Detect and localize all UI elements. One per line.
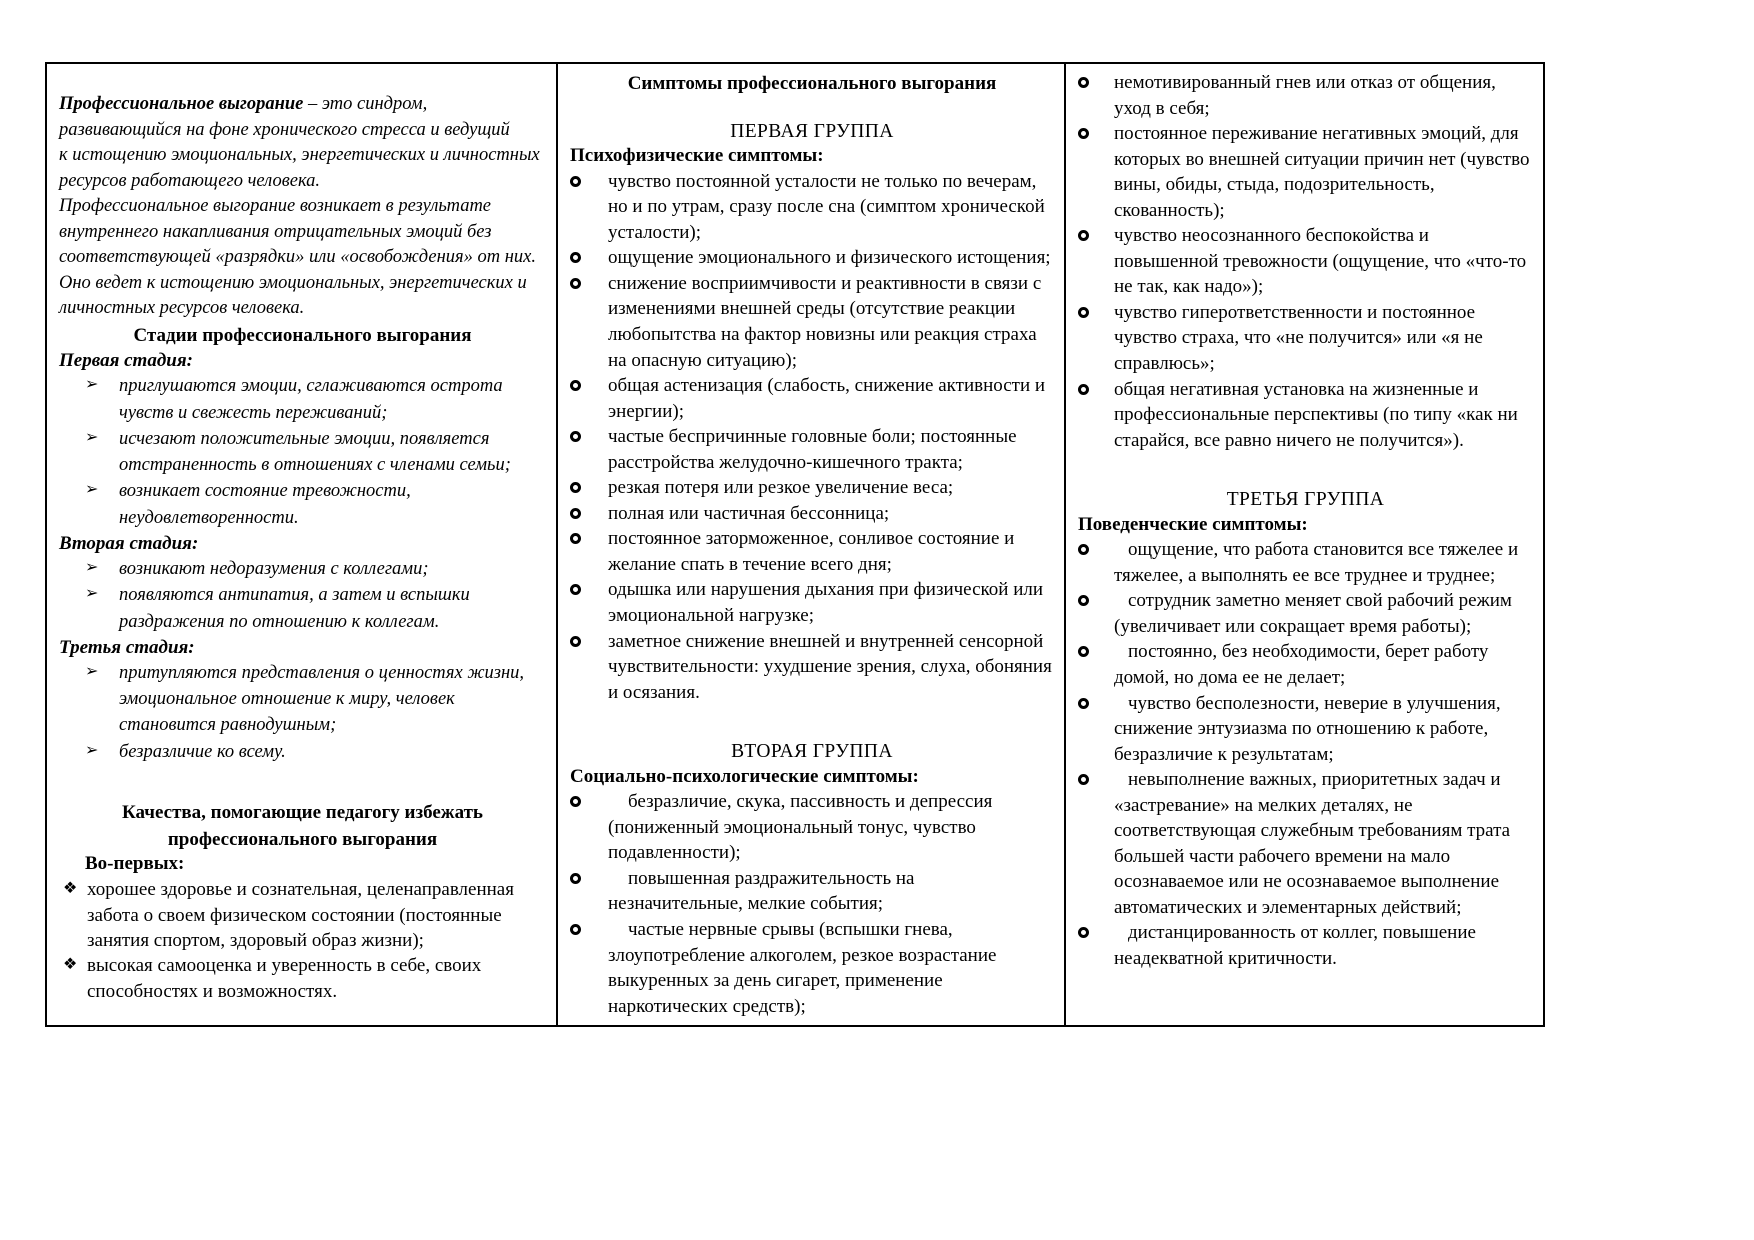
list-item (570, 629, 1054, 706)
intro-paragraph-3: Профессиональное выгорание возникает в результате внутреннего накапливания отрицательных эмоций без соответствующей «разрядки» или «освобождения» от них. Оно ведет к истощению эмоциональных, энергетических и личностных ресурсов человека. (59, 196, 536, 319)
list-item (570, 424, 1054, 475)
list-item (570, 501, 1054, 527)
circle-bullet-icon (1078, 537, 1114, 562)
group-3-list (1078, 537, 1533, 971)
list-item-text: постоянное заторможенное, сонливое состояние и желание спать в течение всего дня; (608, 528, 1015, 575)
group-2-list (570, 789, 1054, 1019)
list-item-text: одышка или нарушения дыхания при физической или эмоциональной нагрузке; (608, 579, 1044, 627)
circle-bullet-icon (1078, 588, 1114, 613)
list-item (1078, 121, 1533, 223)
circle-bullet-icon (1078, 377, 1114, 402)
circle-bullet-icon (1078, 691, 1114, 716)
list-item (59, 739, 546, 765)
list-item-text: заметное снижение внешней и внутренней сенсорной чувствительности: ухудшение зрения, слуха, обоняния и осязания. (608, 630, 1052, 703)
list-item (570, 245, 1054, 271)
list-item (1078, 920, 1533, 971)
arrow-bullet-icon: ➢ (85, 662, 99, 680)
list-item (1078, 70, 1533, 121)
stage-3-list (59, 660, 546, 765)
arrow-bullet-icon: ➢ (85, 481, 99, 499)
circle-bullet-icon (570, 629, 608, 654)
list-item (59, 426, 546, 479)
list-item-text: безразличие, скука, пассивность и депрессия (пониженный эмоциональный тонус, чувство подавленности); (608, 791, 993, 864)
list-item (1078, 691, 1533, 768)
group-2-title: ВТОРАЯ ГРУППА (731, 741, 893, 763)
list-item-text: постоянное переживание негативных эмоций, для которых во внешней ситуации причин нет (чувство вины, обиды, стыда, подозрительность, скованность); (1114, 123, 1530, 221)
list-item-text: чувство постоянной усталости не только по вечерам, но и по утрам, сразу после сна (симптом хронической усталости); (608, 170, 1045, 243)
circle-bullet-icon (570, 424, 608, 449)
list-item-text: постоянно, без необходимости, берет работу домой, но дома ее не делает; (1114, 641, 1489, 688)
circle-bullet-icon (570, 475, 608, 500)
qualities-heading-line-1: Качества, помогающие педагогу избежать (122, 802, 483, 824)
group-2-continued-list (1078, 70, 1533, 453)
list-item-text: возникают недоразумения с коллегами; (119, 559, 429, 580)
stages-heading: Стадии профессионального выгорания (133, 324, 472, 346)
arrow-bullet-icon: ➢ (85, 741, 99, 759)
list-item (570, 373, 1054, 424)
list-item-text: высокая самооценка и уверенность в себе, своих способностях и возможностях. (87, 955, 482, 1002)
column-3 (1066, 64, 1543, 1025)
list-item (570, 917, 1054, 1019)
list-item (1078, 300, 1533, 377)
stage-2-label: Вторая стадия: (59, 533, 199, 554)
symptoms-title: Симптомы профессионального выгорания (627, 73, 997, 94)
list-item-text: чувство неосознанного беспокойства и повышенной тревожности (ощущение, что «что-то не так, как надо»); (1114, 225, 1527, 298)
circle-bullet-icon (570, 917, 608, 942)
list-item-text: ощущение эмоционального и физического истощения; (608, 247, 1051, 269)
list-item-text: безразличие ко всему. (119, 741, 286, 762)
stage-3-label: Третья стадия: (59, 636, 195, 658)
column-1 (47, 64, 558, 1025)
list-item (59, 877, 546, 953)
circle-bullet-icon (570, 866, 608, 891)
circle-bullet-icon (570, 245, 608, 270)
list-item (570, 526, 1054, 577)
list-item-text: общая негативная установка на жизненные и профессиональные перспективы (по типу «как ни старайся, все равно ничего не получится»). (1114, 378, 1518, 451)
diamond-bullet-icon: ❖ (63, 880, 78, 898)
list-item-text: ощущение, что работа становится все тяжелее и тяжелее, а выполнять ее все труднее и труднее; (1114, 539, 1519, 586)
list-item (59, 953, 546, 1004)
list-item-text: возникает состояние тревожности, неудовлетворенности. (119, 481, 411, 528)
list-item (59, 582, 546, 635)
list-item-text: полная или частичная бессонница; (608, 502, 890, 524)
list-item-text: дистанцированность от коллег, повышение неадекватной критичности. (1114, 922, 1476, 969)
group-1-subtitle: Психофизические симптомы: (570, 145, 824, 167)
list-item-text: сотрудник заметно меняет свой рабочий режим (увеличивает или сокращает время работы); (1114, 590, 1512, 637)
list-item-text: общая астенизация (слабость, снижение активности и энергии); (608, 375, 1046, 422)
list-item-text: снижение восприимчивости и реактивности в связи с изменениями внешней среды (отсутствие реакции любопытства на фактор новизны или реакция страха на опасную ситуацию); (608, 272, 1042, 371)
arrow-bullet-icon: ➢ (85, 559, 99, 577)
list-item-text: чувство бесполезности, неверие в улучшения, снижение энтузиазма по отношению к работе, безразличие к результатам; (1114, 692, 1501, 765)
list-item (1078, 537, 1533, 588)
arrow-bullet-icon: ➢ (85, 428, 99, 446)
group-3-subtitle: Поведенческие симптомы: (1078, 513, 1308, 535)
qualities-subheading: Во-первых: (85, 853, 185, 875)
group-3-title: ТРЕТЬЯ ГРУППА (1226, 489, 1385, 511)
list-item (59, 556, 546, 582)
column-2 (558, 64, 1066, 1025)
list-item-text: резкая потеря или резкое увеличение веса; (608, 477, 954, 499)
circle-bullet-icon (1078, 70, 1114, 95)
three-column-leaflet (45, 62, 1545, 1027)
stage-2-list (59, 556, 546, 635)
circle-bullet-icon (1078, 767, 1114, 792)
list-item (570, 475, 1054, 501)
intro-lead-paragraph (59, 92, 546, 143)
list-item (59, 478, 546, 531)
group-2-subtitle: Социально-психологические симптомы: (570, 765, 919, 787)
qualities-list (59, 877, 546, 1004)
circle-bullet-icon (570, 789, 608, 814)
list-item-text: частые нервные срывы (вспышки гнева, злоупотребление алкоголем, резкое возрастание выкуренных за день сигарет, применение наркотических средств); (608, 918, 997, 1017)
circle-bullet-icon (1078, 223, 1114, 248)
list-item (59, 373, 546, 426)
stage-1-label: Первая стадия: (59, 350, 193, 372)
circle-bullet-icon (570, 501, 608, 526)
list-item (570, 169, 1054, 246)
qualities-heading-line-2: профессионального выгорания (167, 828, 438, 850)
list-item (570, 866, 1054, 917)
list-item (570, 789, 1054, 866)
list-item (570, 271, 1054, 373)
list-item (1078, 377, 1533, 454)
list-item-text: хорошее здоровье и сознательная, целенаправленная забота о своем физическом состоянии (постоянные занятия спортом, здоровый образ жизни); (87, 879, 514, 951)
group-1-list (570, 169, 1054, 705)
list-item (1078, 588, 1533, 639)
group-1-title: ПЕРВАЯ ГРУППА (730, 120, 894, 142)
list-item (570, 577, 1054, 628)
list-item (59, 660, 546, 739)
circle-bullet-icon (1078, 121, 1114, 146)
circle-bullet-icon (1078, 300, 1114, 325)
list-item-text: немотивированный гнев или отказ от общения, уход в себя; (1114, 72, 1496, 119)
arrow-bullet-icon: ➢ (85, 376, 99, 394)
circle-bullet-icon (1078, 920, 1114, 945)
circle-bullet-icon (570, 526, 608, 551)
circle-bullet-icon (570, 577, 608, 602)
list-item-text: невыполнение важных, приоритетных задач и «застревание» на мелких деталях, не соответствующая служебным требованиям трата большей части рабочего времени на мало осознаваемое или не осознаваемое выполнение автоматических и элементарных действий; (1114, 769, 1511, 918)
list-item-text: приглушаются эмоции, сглаживаются острота чувств и свежесть переживаний; (119, 376, 503, 423)
intro-paragraph-2: к истощению эмоциональных, энергетических и личностных ресурсов работающего человека. (59, 145, 540, 191)
intro-lead-rest: – это синдром, развивающийся на фоне хронического стресса и ведущий (59, 94, 510, 140)
list-item (1078, 223, 1533, 300)
circle-bullet-icon (570, 271, 608, 296)
intro-lead-bold: Профессиональное выгорание (59, 94, 304, 114)
list-item-text: повышенная раздражительность на незначительные, мелкие события; (608, 867, 915, 915)
list-item-text: появляются антипатия, а затем и вспышки раздражения по отношению к коллегам. (119, 585, 470, 632)
list-item-text: чувство гиперответственности и постоянное чувство страха, что «не получится» или «я не справлюсь»; (1114, 301, 1483, 375)
list-item-text: частые беспричинные головные боли; постоянные расстройства желудочно-кишечного тракта; (608, 426, 1017, 473)
circle-bullet-icon (570, 373, 608, 398)
circle-bullet-icon (1078, 639, 1114, 664)
arrow-bullet-icon: ➢ (85, 585, 99, 603)
diamond-bullet-icon: ❖ (63, 956, 78, 974)
list-item (1078, 767, 1533, 920)
stage-1-list (59, 373, 546, 531)
list-item-text: исчезают положительные эмоции, появляется отстраненность в отношениях с членами семьи; (119, 428, 511, 476)
list-item-text: притупляются представления о ценностях жизни, эмоциональное отношение к миру, человек становится равнодушным; (119, 662, 525, 736)
list-item (1078, 639, 1533, 690)
circle-bullet-icon (570, 169, 608, 194)
